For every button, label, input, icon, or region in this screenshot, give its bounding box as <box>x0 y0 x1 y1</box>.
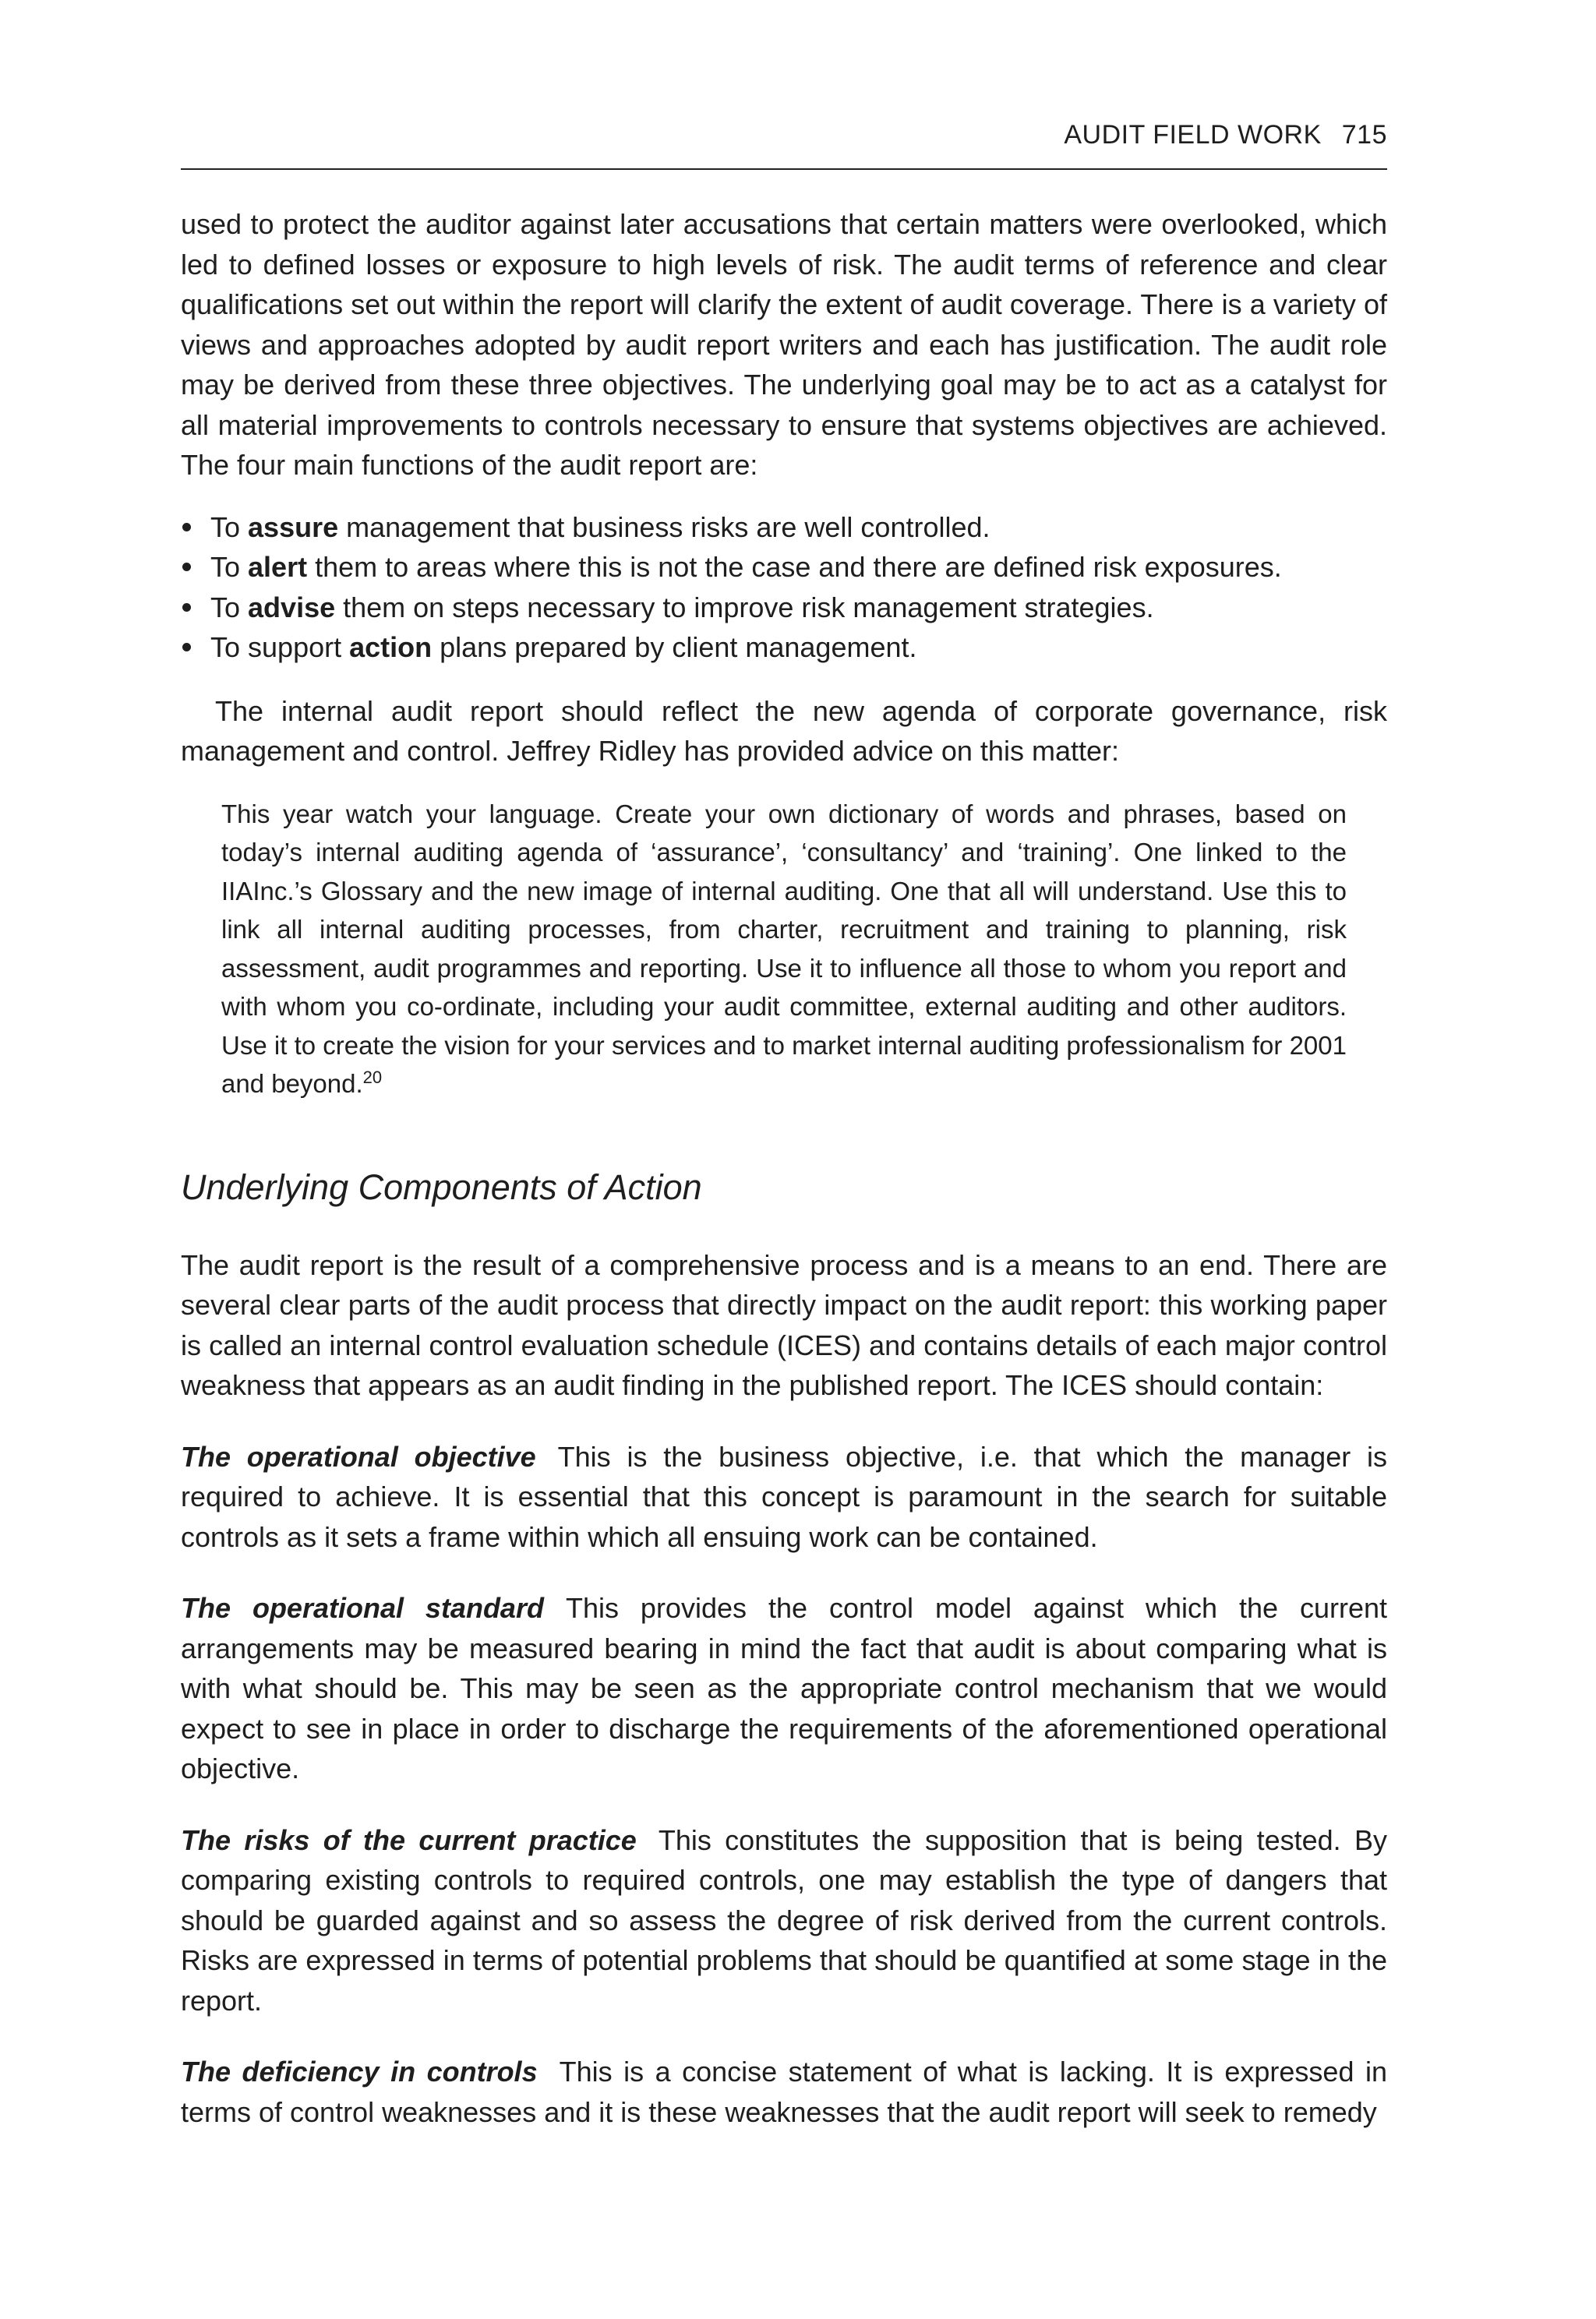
page-body <box>181 204 1387 2132</box>
definition-text: This is a concise statement of what is lacking. It is expressed in terms of control weaknesses and it is these weaknesses that the audit report will seek to remedy <box>181 2056 1387 2128</box>
intro-paragraph: used to protect the auditor against later accusations that certain matters were overlooked, which led to defined losses or exposure to high levels of risk. The audit terms of reference and clear qualifications set out within the report will clarify the extent of audit coverage. There is a variety of views and approaches adopted by audit report writers and each has justification. The audit role may be derived from these three objectives. The underlying goal may be to act as a catalyst for all material improvements to controls necessary to ensure that systems objectives are achieved. The four main functions of the audit report are: <box>181 208 1387 481</box>
report-functions-list <box>181 507 1387 668</box>
running-title: AUDIT FIELD WORK <box>1064 120 1322 150</box>
definition-operational-objective <box>181 1437 1387 1558</box>
section-paragraph: The audit report is the result of a comprehensive process and is a means to an end. There are several clear parts of the audit process that directly impact on the audit report: this working paper is called an internal control evaluation schedule (ICES) and contains details of each major control weakness that appears as an audit finding in the published report. The ICES should contain: <box>181 1248 1387 1401</box>
page-number: 715 <box>1341 120 1387 150</box>
definition-text: This is the business objective, i.e. that which the manager is required to achieve. It is essential that this concept is paramount in the search for suitable controls as it sets a frame within which all ensuing work can be contained. <box>181 1440 1388 1553</box>
bullet-icon <box>182 643 191 651</box>
governance-paragraph: The internal audit report should reflect the new agenda of corporate governance, risk management and control. Jeffrey Ridley has provided advice on this matter: <box>181 694 1387 767</box>
definition-term: The operational objective <box>181 1440 536 1473</box>
section-heading: Underlying Components of Action <box>181 1167 702 1207</box>
bullet-keyword: action <box>349 631 433 663</box>
quote-text: This year watch your language. Create your own dictionary of words and phrases, based on today’s internal auditing agenda of ‘assurance’, ‘consultancy’ and ‘training’. One linked to the IIAInc.’s Glossary and the new image of internal auditing. One that all will understand. Use this to link all internal auditing processes, from charter, recruitment and training to planning, risk assessment, audit programmes and reporting. Use it to influence all those to whom you report and with whom you co-ordinate, including your audit committee, external auditing and other auditors. Use it to create the vision for your services and to market internal auditing professionalism for 2001 and beyond. <box>221 799 1347 1098</box>
list-item: To alert them to areas where this is not the case and there are defined risk exposures. <box>181 547 1387 588</box>
bullet-icon <box>182 563 191 571</box>
header-rule <box>181 168 1387 170</box>
list-item: To advise them on steps necessary to improve risk management strategies. <box>181 588 1387 628</box>
definition-term: The risks of the current practice <box>181 1823 637 1856</box>
footnote-marker: 20 <box>362 1068 383 1087</box>
bullet-keyword: assure <box>248 510 339 543</box>
definition-risks-current-practice <box>181 1820 1387 2021</box>
definition-operational-standard <box>181 1588 1387 1789</box>
bullet-keyword: advise <box>248 591 336 623</box>
definition-text: This constitutes the supposition that is being tested. By comparing existing controls to required controls, one may establish the type of dangers that should be guarded against and so assess the degree of risk derived from the current controls. Risks are expressed in terms of potential problems that should be quantified at some stage in the report. <box>181 1823 1387 2017</box>
definition-deficiency-in-controls <box>181 2052 1387 2132</box>
bullet-icon <box>182 603 191 612</box>
definition-text: This provides the control model against which the current arrangements may be measured bearing in mind the fact that audit is about comparing what is with what should be. This may be seen as the appropriate control mechanism that we would expect to see in place in order to discharge the requirements of the aforementioned operational objective. <box>181 1592 1387 1784</box>
list-item: To support action plans prepared by client management. <box>181 627 1387 668</box>
block-quote <box>221 795 1347 1103</box>
bullet-icon <box>182 523 191 531</box>
bullet-keyword: alert <box>248 551 308 583</box>
definition-term: The deficiency in controls <box>181 2056 538 2088</box>
running-head <box>1064 120 1387 150</box>
list-item: To assure management that business risks are well controlled. <box>181 507 1387 548</box>
definition-term: The operational standard <box>181 1592 544 1624</box>
